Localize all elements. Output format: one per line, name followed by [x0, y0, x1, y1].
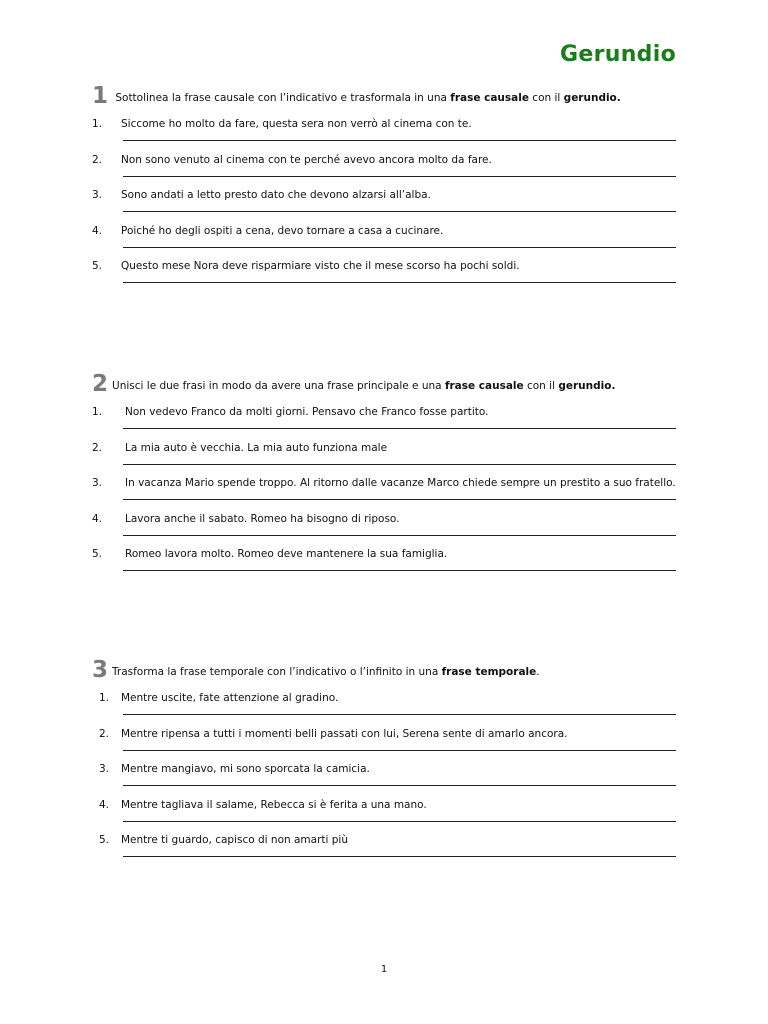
item-sentence: Romeo lavora molto. Romeo deve mantenere la sua famiglia.: [125, 548, 448, 560]
exercise-item: [92, 834, 676, 870]
instruction-text: Sottolinea la frase causale con l’indicativo e trasformala in una: [112, 92, 451, 104]
exercise-list: [92, 118, 676, 296]
answer-line[interactable]: [123, 282, 676, 283]
exercise-number: 3: [92, 657, 109, 683]
answer-line[interactable]: [123, 535, 676, 536]
item-sentence: Mentre ripensa a tutti i momenti belli passati con lui, Serena sente di amarlo ancora.: [121, 727, 568, 740]
instruction-keyword: frase causale: [450, 92, 529, 104]
exercise-item: [92, 548, 676, 584]
item-sentence: Sono andati a letto presto dato che devono alzarsi all’alba.: [121, 189, 431, 201]
answer-line[interactable]: [123, 856, 676, 857]
exercise-item: [92, 189, 676, 225]
exercise-instruction: [92, 371, 676, 397]
exercise-list: [92, 692, 676, 870]
item-number: 5.: [92, 548, 103, 560]
item-number: 1.: [99, 692, 110, 704]
exercise-instruction: [92, 657, 676, 683]
answer-line[interactable]: [123, 464, 676, 465]
exercise-number: 1: [92, 83, 109, 109]
item-sentence: La mia auto è vecchia. La mia auto funziona male: [125, 441, 388, 454]
item-number: 5.: [99, 834, 110, 846]
item-sentence: Non vedevo Franco da molti giorni. Pensavo che Franco fosse partito.: [125, 406, 489, 418]
answer-line[interactable]: [123, 570, 676, 571]
answer-line[interactable]: [123, 428, 676, 429]
exercise-item: [92, 406, 676, 442]
item-number: 1.: [92, 406, 103, 418]
exercise-item: [92, 154, 676, 190]
item-sentence: Mentre uscite, fate attenzione al gradino.: [121, 692, 339, 704]
answer-line[interactable]: [123, 785, 676, 786]
item-sentence: Lavora anche il sabato. Romeo ha bisogno di riposo.: [125, 512, 400, 525]
exercise-item: [92, 763, 676, 799]
exercise-item: [92, 799, 676, 835]
instruction-keyword: frase temporale: [441, 666, 537, 678]
instruction-text: Trasforma la frase temporale con l’indicativo o l’infinito in una: [112, 666, 442, 678]
item-sentence: Non sono venuto al cinema con te perché avevo ancora molto da fare.: [121, 153, 492, 166]
item-number: 4.: [92, 224, 103, 237]
answer-line[interactable]: [123, 714, 676, 715]
answer-line[interactable]: [123, 247, 676, 248]
exercise-section-1: [92, 83, 676, 296]
item-number: 3.: [92, 477, 103, 489]
page-number: 1: [380, 964, 388, 975]
item-number: 3.: [99, 763, 110, 775]
instruction-text: con il: [528, 92, 564, 104]
instruction-text: Unisci le due frasi in modo da avere una frase principale e una: [112, 380, 445, 392]
exercise-item: [92, 728, 676, 764]
answer-line[interactable]: [123, 821, 676, 822]
answer-line[interactable]: [123, 499, 676, 500]
item-number: 2.: [92, 441, 103, 454]
item-sentence: Mentre mangiavo, mi sono sporcata la camicia.: [121, 763, 370, 775]
item-sentence: In vacanza Mario spende troppo. Al ritorno dalle vacanze Marco chiede sempre un prestito a suo fratello.: [125, 477, 676, 489]
item-number: 2.: [99, 727, 110, 740]
item-number: 2.: [92, 153, 103, 166]
item-sentence: Mentre ti guardo, capisco di non amarti più: [121, 834, 349, 846]
item-number: 3.: [92, 189, 103, 201]
item-number: 4.: [92, 512, 103, 525]
exercise-item: [92, 513, 676, 549]
instruction-keyword: gerundio.: [558, 380, 616, 392]
exercise-item: [92, 477, 676, 513]
answer-line[interactable]: [123, 176, 676, 177]
instruction-text: con il: [523, 380, 559, 392]
item-number: 5.: [92, 260, 103, 272]
page-title: Gerundio: [560, 42, 676, 67]
answer-line[interactable]: [123, 211, 676, 212]
exercise-section-2: [92, 371, 676, 584]
item-sentence: Questo mese Nora deve risparmiare visto che il mese scorso ha pochi soldi.: [121, 260, 520, 272]
answer-line[interactable]: [123, 140, 676, 141]
item-number: 1.: [92, 118, 103, 130]
exercise-instruction: [92, 83, 676, 109]
instruction-keyword: frase causale: [444, 380, 524, 392]
item-sentence: Poiché ho degli ospiti a cena, devo tornare a casa a cucinare.: [121, 224, 444, 237]
exercise-list: [92, 406, 676, 584]
exercise-item: [92, 118, 676, 154]
exercise-item: [92, 260, 676, 296]
instruction-keyword: gerundio.: [563, 92, 621, 104]
exercise-item: [92, 692, 676, 728]
exercise-section-3: [92, 657, 676, 870]
item-sentence: Siccome ho molto da fare, questa sera non verrò al cinema con te.: [121, 118, 472, 130]
instruction-text: .: [536, 666, 540, 678]
exercise-number: 2: [92, 371, 109, 397]
item-number: 4.: [99, 798, 110, 811]
exercise-item: [92, 442, 676, 478]
item-sentence: Mentre tagliava il salame, Rebecca si è ferita a una mano.: [121, 798, 427, 811]
answer-line[interactable]: [123, 750, 676, 751]
exercise-item: [92, 225, 676, 261]
